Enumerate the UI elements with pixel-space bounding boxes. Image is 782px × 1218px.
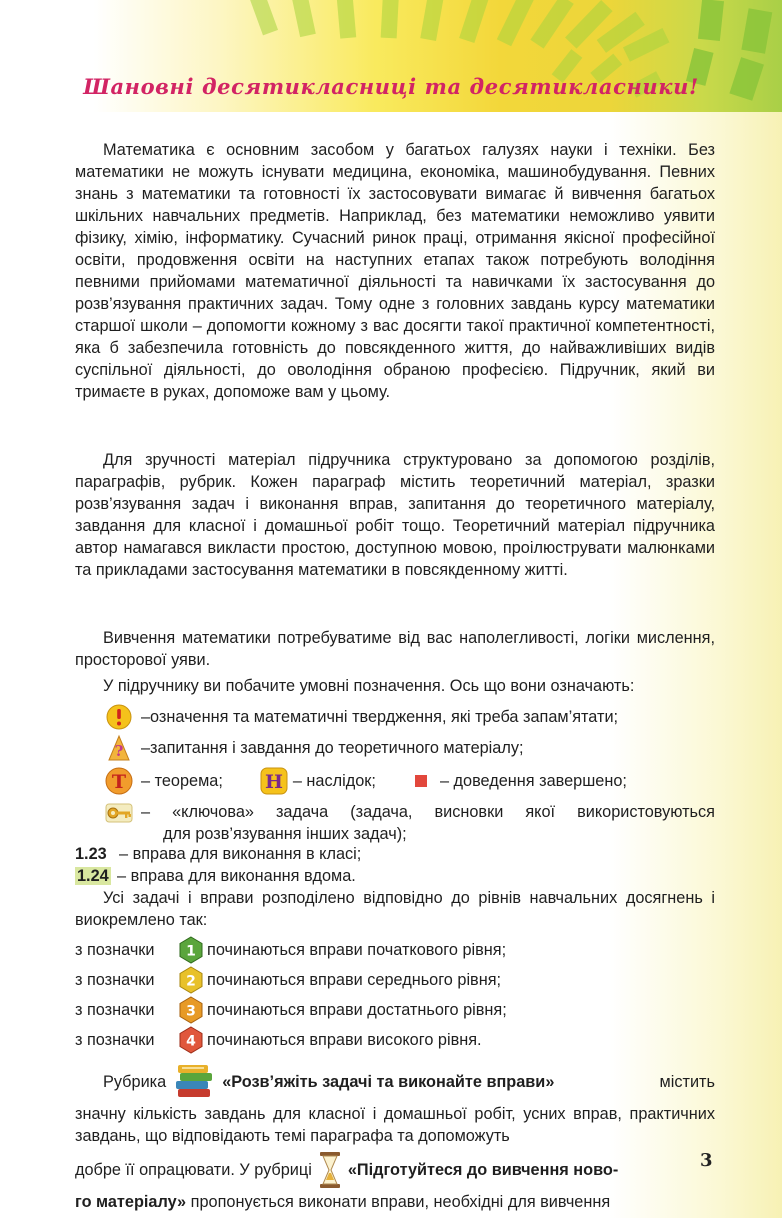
page-number: 3 xyxy=(700,1150,713,1171)
books-icon xyxy=(172,1063,216,1101)
hourglass-icon xyxy=(316,1151,344,1189)
rubric-1-line xyxy=(75,1061,715,1103)
exclamation-icon xyxy=(103,704,135,730)
level-4-badge-number: 4 xyxy=(186,1033,196,1050)
rubric-2-name-part1: «Підготуйтеся до вивчення ново- xyxy=(347,1161,619,1179)
legend-home-exercise xyxy=(75,865,715,887)
level-suffix: починаються вправи початкового рівня; xyxy=(207,941,507,959)
theorem-t-icon xyxy=(103,767,135,795)
legend-key-task-line1: – «ключова» задача (задача, висновки якої використовуються xyxy=(141,803,715,821)
level-3-badge-icon xyxy=(175,996,207,1024)
rubric-1-text: містить xyxy=(659,1073,715,1091)
rubric-2-line2 xyxy=(75,1191,715,1213)
rubric-2-text: пропонується виконати вправи, необхідні для вивчення xyxy=(190,1193,611,1211)
levels-list xyxy=(75,935,715,1055)
main-content xyxy=(75,139,715,1213)
legend-questions xyxy=(75,733,715,763)
legend-corollary-text: – наслідок; xyxy=(292,772,376,790)
legend-proof-end-text: – доведення завершено; xyxy=(439,772,627,790)
theorem-letter: T xyxy=(111,771,127,793)
legend-theorem-text: – теорема; xyxy=(141,772,223,790)
legend-class-exercise xyxy=(75,843,715,865)
legend-definitions-text: –означення та математичні твердження, які треба запам’ятати; xyxy=(141,708,619,726)
intro-paragraph-4: У підручнику ви побачите умовні позначення. Ось що вони означають: xyxy=(103,677,635,695)
rubric-2-prefix: добре її опрацювати. У рубриці xyxy=(75,1161,312,1179)
class-exercise-text: – вправа для виконання в класі; xyxy=(119,845,362,863)
level-1-badge-number: 1 xyxy=(186,943,196,960)
levels-intro: Усі задачі і вправи розподілено відповідно до рівнів навчальних досягнень і виокремлено так: xyxy=(75,889,715,929)
level-prefix: з позначки xyxy=(75,1001,155,1019)
level-prefix: з позначки xyxy=(75,941,155,959)
red-square-icon xyxy=(414,775,428,787)
svg-text:?: ? xyxy=(114,742,124,760)
question-icon xyxy=(103,734,135,762)
level-prefix: з позначки xyxy=(75,1031,155,1049)
level-suffix: починаються вправи достатнього рівня; xyxy=(207,1001,507,1019)
level-row xyxy=(75,935,715,965)
rubric-2-name-part2: го матеріалу» xyxy=(75,1193,187,1211)
level-suffix: починаються вправи середнього рівня; xyxy=(207,971,502,989)
home-exercise-number: 1.24 xyxy=(77,867,109,885)
level-row xyxy=(75,995,715,1025)
rubric-1-prefix: Рубрика xyxy=(103,1073,167,1091)
level-row xyxy=(75,965,715,995)
level-3-badge-number: 3 xyxy=(186,1003,196,1020)
legend-questions-text: –запитання і завдання до теоретичного матеріалу; xyxy=(141,739,524,757)
legend-theorem-row xyxy=(75,765,715,797)
legend-key-task xyxy=(75,801,715,845)
class-exercise-number: 1.23 xyxy=(75,845,107,863)
level-4-badge-icon xyxy=(175,1026,207,1054)
key-icon xyxy=(103,801,135,827)
corollary-n-icon xyxy=(259,767,289,795)
level-row xyxy=(75,1025,715,1055)
rubric-1-name: «Розв’яжіть задачі та виконайте вправи» xyxy=(222,1073,555,1091)
corollary-letter: H xyxy=(264,771,283,793)
legend-definitions xyxy=(75,701,715,733)
level-prefix: з позначки xyxy=(75,971,155,989)
home-exercise-text: – вправа для виконання вдома. xyxy=(117,867,356,885)
intro-paragraph-1: Математика є основним засобом у багатьох галузях науки і техніки. Без математики не можуть існувати медицина, економіка, машинобудування. Певних знань з математики та готовності їх застосовувати вимагає й вивчення багатьох шкільних навчальних предметів. Наприклад, без математики неможливо уявити фізику, хімію, інформатику. Сучасний ринок праці, отримання якісної професійної освіти, продовження освіти на наступних етапах також потребують володіння певними прийомами математичної діяльності та навичками їх застосування до розв’язування практичних задач. Тому одне з головних завдань курсу математики старшої школи – допомогти кожному з вас досягти такої практичної компетентності, яка б забезпечила готовність до повсякденного життя, до найважливіших видів суспільної діяльності, до оволодіння обраною професією. Підручник, який ви тримаєте в руках, допоможе вам у цьому. xyxy=(75,141,715,401)
level-2-badge-icon xyxy=(175,966,207,994)
legend-key-task-line2: для розв’язування інших задач); xyxy=(163,825,407,843)
rubric-2-line xyxy=(75,1149,715,1191)
intro-paragraph-3: Вивчення математики потребуватиме від вас наполегливості, логіки мислення, просторової уяви. xyxy=(75,629,715,669)
level-suffix: починаються вправи високого рівня. xyxy=(207,1031,482,1049)
level-2-badge-number: 2 xyxy=(186,973,196,990)
level-1-badge-icon xyxy=(175,936,207,964)
rubric-1-description: значну кількість завдань для класної і домашньої робіт, усних вправ, практичних завдань, що відповідають темі параграфа та допоможуть xyxy=(75,1105,715,1145)
intro-paragraph-2: Для зручності матеріал підручника структуровано за допомогою розділів, параграфів, рубрик. Кожен параграф містить теоретичний матеріал, зразки розв’язування задач і виконання вправ, запитання до теоретичного матеріалу, завдання для класної і домашньої робіт тощо. Теоретичний матеріал підручника автор намагався викласти простою, доступною мовою, проілюструвати малюнками та прикладами застосування математики в повсякденному житті. xyxy=(75,451,715,579)
page-title: Шановні десятикласниці та десятикласники! xyxy=(83,74,699,99)
